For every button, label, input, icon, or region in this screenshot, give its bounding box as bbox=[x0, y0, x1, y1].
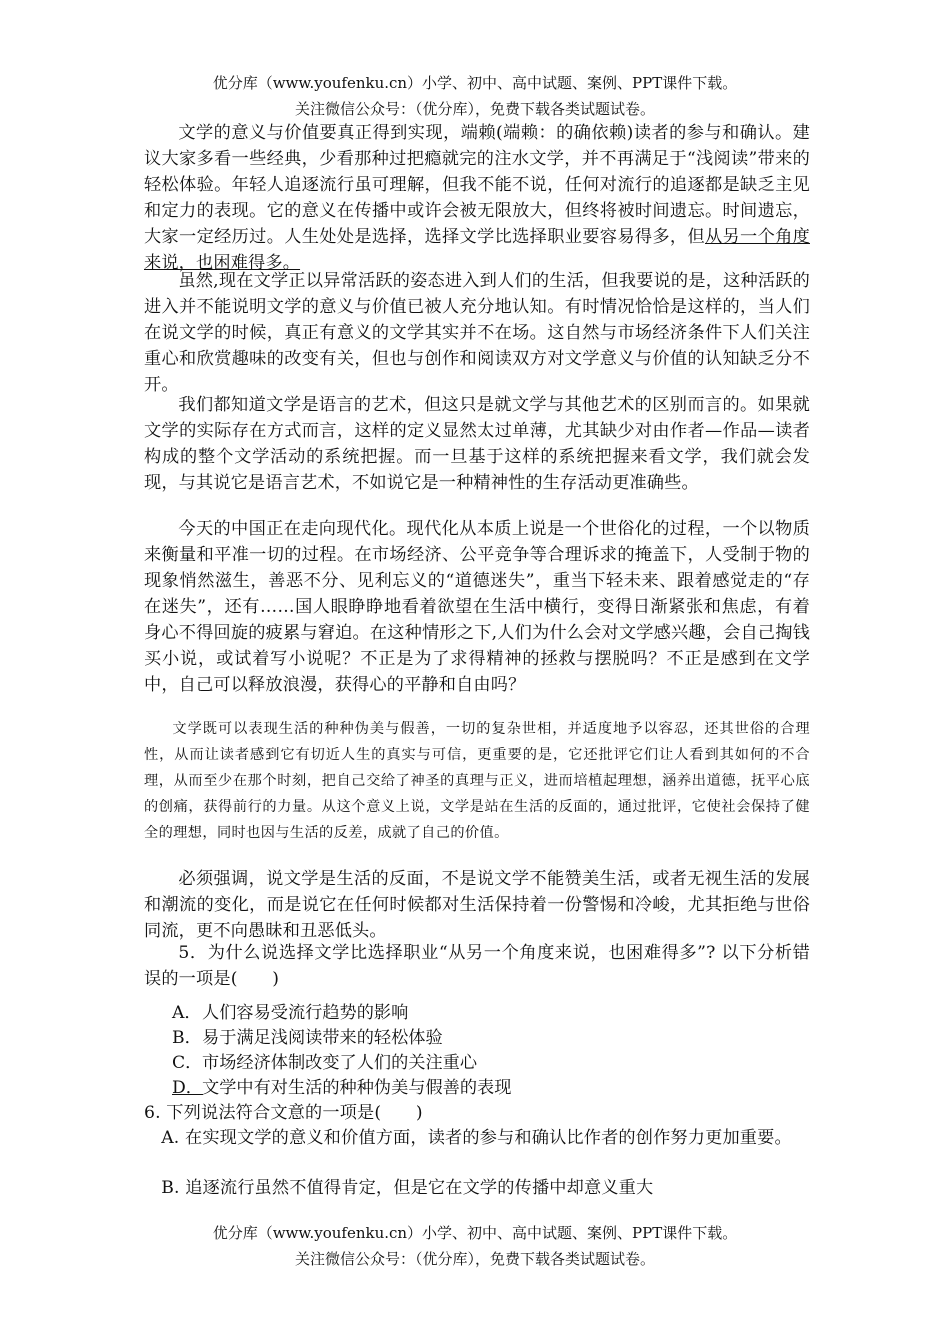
option-text: 易于满足浅阅读带来的轻松体验 bbox=[202, 1028, 443, 1048]
paragraph-2: 虽然,现在文学正以异常活跃的姿态进入到人们的生活，但我要说的是，这种活跃的进入并不能说明文学的意义与价值已被人充分地认知。有时情况恰恰是这样的，当人们在说文学的时候，真正有意义的文学其实并不在场。这自然与市场经济条件下人们关注重心和欣赏趣味的改变有关，但也与创作和阅读双方对文学意义与价值的认知缺乏分不开。 bbox=[144, 271, 810, 395]
q6-option-a: A. 在实现文学的意义和价值方面，读者的参与和确认比作者的创作努力更加重要。 bbox=[161, 1128, 792, 1148]
option-text: 市场经济体制改变了人们的关注重心 bbox=[202, 1053, 478, 1073]
option-text: 人们容易受流行趋势的影响 bbox=[202, 1003, 409, 1023]
paragraph-4: 今天的中国正在走向现代化。现代化从本质上说是一个世俗化的过程，一个以物质来衡量和平准一切的过程。在市场经济、公平竞争等合理诉求的掩盖下，人受制于物的现象悄然滋生，善恶不分、见利忘义的“道德迷失”，重当下轻未来、跟着感觉走的“存在迷失”，还有……国人眼睁睁地看着欲望在生活中横行，变得日渐紧张和焦虑，有着身心不得回旋的疲累与窘迫。在这种情形之下,人们为什么会对文学感兴趣，会自己掏钱买小说，或试着写小说呢？不正是为了求得精神的拯救与摆脱吗？不正是感到在文学中，自己可以释放浪漫，获得心的平静和自由吗？ bbox=[144, 519, 810, 695]
paragraph-3: 我们都知道文学是语言的艺术，但这只是就文学与其他艺术的区别而言的。如果就文学的实际存在方式而言，这样的定义显然太过单薄，尤其缺少对由作者—作品—读者构成的整个文学活动的系统把握。而一旦基于这样的系统把握来看文学，我们就会发现，与其说它是语言艺术，不如说它是一种精神性的生存活动更准确些。 bbox=[144, 395, 810, 493]
q5-option-d bbox=[172, 1075, 511, 1101]
paragraph-6: 必须强调，说文学是生活的反面，不是说文学不能赞美生活，或者无视生活的发展和潮流的变化，而是说它在任何时候都对生活保持着一份警惕和冷峻，尤其拒绝与世俗同流，更不向愚昧和丑恶低头。 bbox=[144, 869, 810, 941]
header-line-1: 优分库（www.youfenku.cn）小学、初中、高中试题、案例、PPT课件下载。 bbox=[212, 74, 738, 92]
option-letter: C． bbox=[172, 1053, 203, 1073]
q6-option-b: B. 追逐流行虽然不值得肯定，但是它在文学的传播中却意义重大 bbox=[161, 1178, 654, 1198]
paragraph-1-text: 文学的意义与价值要真正得到实现，端赖(端赖：的确依赖)读者的参与和确认。建议大家多看一些经典，少看那种过把瘾就完的注水文学，并不再满足于“浅阅读”带来的轻松体验。年轻人追逐流行虽可理解，但我不能不说，任何对流行的追逐都是缺乏主见和定力的表现。它的意义在传播中或许会被无限放大，但终将被时间遗忘。时间遗忘，大家一定经历过。人生处处是选择，选择文学比选择职业要容易得多，但 bbox=[144, 123, 810, 247]
footer-line-2: 关注微信公众号：（优分库），免费下载各类试题试卷。 bbox=[294, 1250, 655, 1268]
footer-line-1: 优分库（www.youfenku.cn）小学、初中、高中试题、案例、PPT课件下载。 bbox=[212, 1224, 738, 1242]
q5-option-a bbox=[172, 1000, 408, 1026]
question-6-stem: 6. 下列说法符合文意的一项是( ) bbox=[144, 1103, 423, 1123]
paragraph-5: 文学既可以表现生活的种种伪美与假善，一切的复杂世相，并适度地予以容忍，还其世俗的合理性，从而让读者感到它有切近人生的真实与可信，更重要的是，它还批评它们让人看到其如何的不合理，从而至少在那个时刻，把自己交给了神圣的真理与正义，进而培植起理想，涵养出道德，抚平心底的创痛，获得前行的力量。从这个意义上说，文学是站在生活的反面的，通过批评，它使社会保持了健全的理想，同时也因与生活的反差，成就了自己的价值。 bbox=[144, 721, 810, 841]
option-letter: A． bbox=[172, 1003, 202, 1023]
paragraph-1 bbox=[144, 120, 810, 276]
q5-option-c bbox=[172, 1050, 477, 1076]
q5-option-b bbox=[172, 1025, 443, 1051]
underlined-phrase: 从另一个角度来说，也困难得多。 bbox=[144, 227, 810, 273]
option-letter: B． bbox=[172, 1028, 202, 1048]
option-letter: D． bbox=[172, 1078, 203, 1098]
option-text: 文学中有对生活的种种伪美与假善的表现 bbox=[202, 1078, 512, 1098]
question-5-stem: 5．为什么说选择文学比选择职业“从另一个角度来说，也困难得多”? 以下分析错误的一项是( ) bbox=[144, 943, 810, 989]
header-line-2: 关注微信公众号：（优分库），免费下载各类试题试卷。 bbox=[294, 100, 655, 118]
